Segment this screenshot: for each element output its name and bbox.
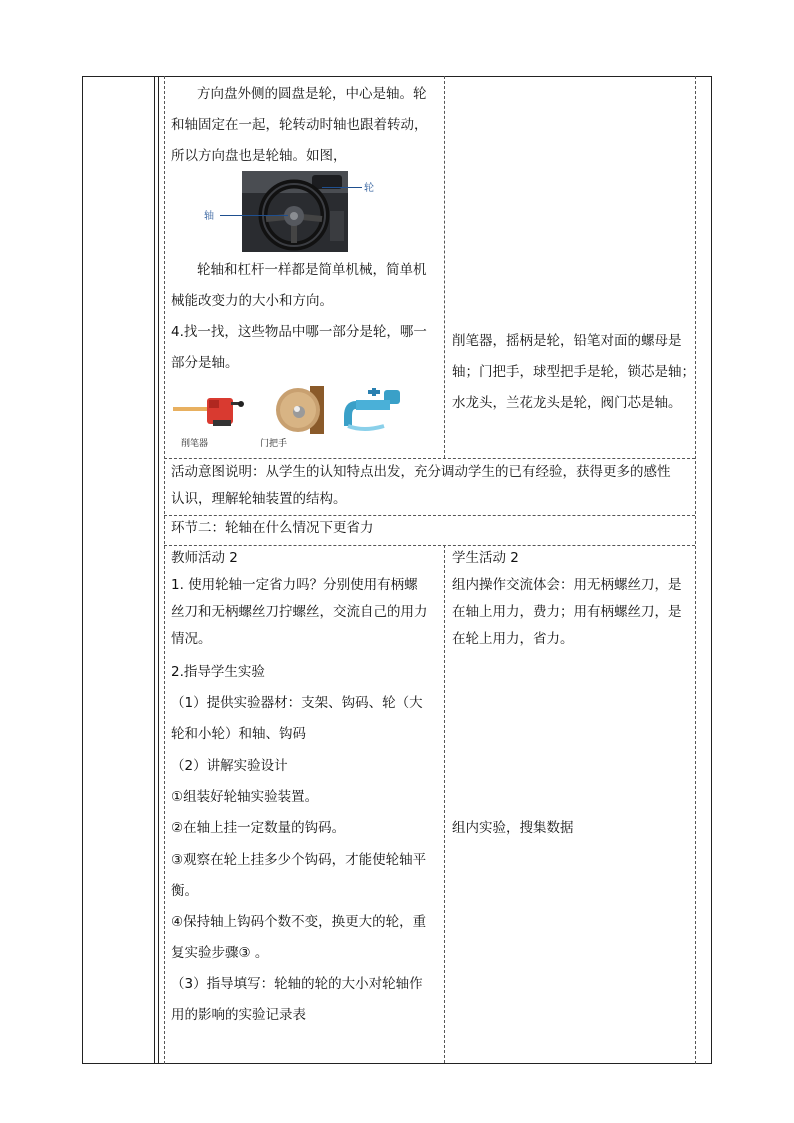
text-line: 部分是轴。 bbox=[171, 355, 239, 371]
text-line: ②在轴上挂一定数量的钩码。 bbox=[171, 820, 346, 836]
text-line: （2）讲解实验设计 bbox=[171, 758, 288, 774]
faucet-image bbox=[344, 386, 404, 434]
column-divider bbox=[158, 76, 159, 1064]
text-line: 衡。 bbox=[171, 883, 198, 899]
column-divider bbox=[711, 76, 712, 1064]
text-line: 和轴固定在一起，轮转动时轴也跟着转动， bbox=[171, 117, 428, 133]
teacher-header: 教师活动 2 bbox=[171, 550, 238, 566]
image-caption: 削笔器 bbox=[181, 439, 209, 449]
door-knob-image bbox=[272, 386, 324, 434]
text-line: 水龙头，兰花龙头是轮，阀门芯是轴。 bbox=[452, 395, 682, 411]
text-line: 复实验步骤③ 。 bbox=[171, 945, 269, 961]
pencil-sharpener-image bbox=[173, 390, 245, 434]
dashed-border-left bbox=[164, 76, 165, 1064]
text-line: 用的影响的实验记录表 bbox=[171, 1007, 306, 1023]
wheel-pointer bbox=[322, 187, 362, 188]
text-line: 轮和小轮）和轴、钩码 bbox=[171, 726, 306, 742]
dashed-divider-lower bbox=[444, 545, 445, 1063]
text-line: ③观察在轮上挂多少个钩码，才能使轮轴平 bbox=[171, 852, 427, 868]
text-line: 4.找一找，这些物品中哪一部分是轮，哪一 bbox=[171, 324, 427, 340]
intent-text: 活动意图说明：从学生的认知特点出发，充分调动学生的已有经验，获得更多的感性 bbox=[171, 464, 671, 480]
text-line: 械能改变力的大小和方向。 bbox=[171, 293, 333, 309]
column-divider bbox=[154, 76, 155, 1064]
dashed-border-right bbox=[695, 76, 696, 1064]
intent-text: 认识，理解轮轴装置的结构。 bbox=[171, 491, 347, 507]
text-line: 丝刀和无柄螺丝刀拧螺丝，交流自己的用力 bbox=[171, 604, 428, 620]
section-title: 环节二：轮轴在什么情况下更省力 bbox=[171, 520, 374, 536]
text-line: 在轴上用力，费力；用有柄螺丝刀，是 bbox=[452, 604, 682, 620]
text-line: 轮轴和杠杆一样都是简单机械，简单机 bbox=[197, 262, 427, 278]
text-line: 轴；门把手，球型把手是轮，锁芯是轴； bbox=[452, 364, 695, 380]
text-line: 方向盘外侧的圆盘是轮，中心是轴。轮 bbox=[197, 86, 427, 102]
image-caption: 门把手 bbox=[260, 439, 288, 449]
text-line: 所以方向盘也是轮轴。如图， bbox=[171, 148, 347, 164]
wheel-label: 轮 bbox=[364, 183, 374, 194]
text-line: 2.指导学生实验 bbox=[171, 664, 265, 680]
axle-label: 轴 bbox=[204, 211, 214, 222]
student-header: 学生活动 2 bbox=[452, 550, 519, 566]
text-line: ①组装好轮轴实验装置。 bbox=[171, 789, 319, 805]
text-line: 组内实验，搜集数据 bbox=[452, 820, 574, 836]
dashed-divider-upper bbox=[444, 76, 445, 458]
text-line: 在轮上用力，省力。 bbox=[452, 631, 574, 647]
text-line: 情况。 bbox=[171, 631, 212, 647]
text-line: （1）提供实验器材：支架、钩码、轮（大 bbox=[171, 695, 423, 711]
dashed-row-line bbox=[164, 545, 695, 546]
text-line: 削笔器，摇柄是轮，铅笔对面的螺母是 bbox=[452, 333, 682, 349]
text-line: 1. 使用轮轴一定省力吗？分别使用有柄螺 bbox=[171, 577, 418, 593]
text-line: ④保持轴上钩码个数不变，换更大的轮，重 bbox=[171, 914, 427, 930]
text-line: （3）指导填写：轮轴的轮的大小对轮轴作 bbox=[171, 976, 423, 992]
steering-wheel-photo bbox=[242, 171, 348, 252]
text-line: 组内操作交流体会：用无柄螺丝刀，是 bbox=[452, 577, 682, 593]
axle-pointer bbox=[220, 215, 288, 216]
